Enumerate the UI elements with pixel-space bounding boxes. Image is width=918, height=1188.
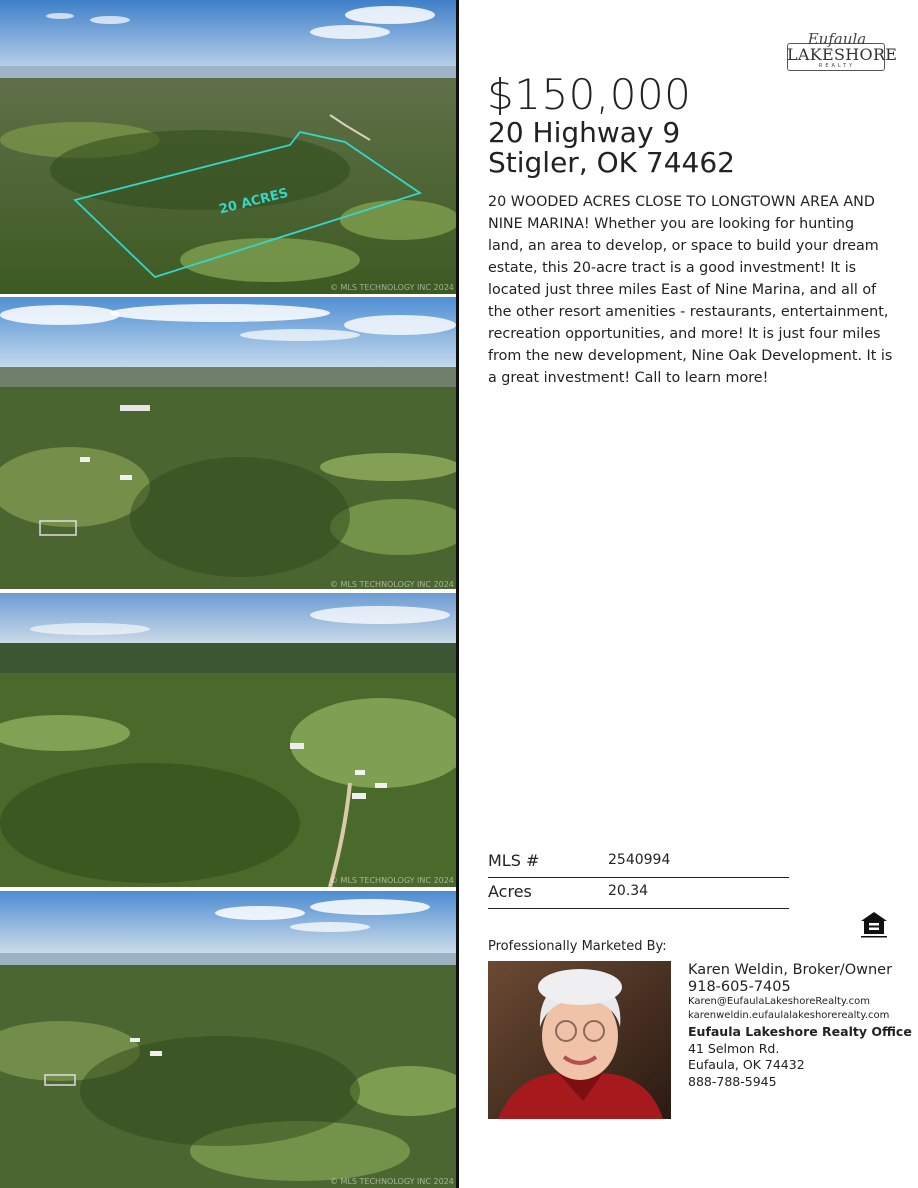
fact-value: 2540994 — [608, 852, 671, 868]
agent-email[interactable]: Karen@EufaulaLakeshoreRealty.com — [688, 996, 870, 1007]
aerial-photo-4 — [0, 891, 456, 1188]
listing-description: 20 WOODED ACRES CLOSE TO LONGTOWN AREA AND NINE MARINA! Whether you are looking for hunting land, an area to develop, or space to build your dream estate, this 20-acre tract is a good investment! It is located just three miles East of Nine Marina, and all of the other resort amenities - restaurants, entertainment, recreation opportunities, and more! It is just four miles from the new development, Nine Oak Development. It is a great investment! Call to learn more! — [488, 194, 893, 386]
fact-label: Acres — [488, 882, 532, 901]
photo-watermark: © MLS TECHNOLOGY INC 2024 — [330, 1177, 454, 1186]
aerial-photo-2 — [0, 297, 456, 589]
fact-row-mls — [488, 848, 789, 878]
logo-main-text: LAKESHORE — [787, 45, 898, 64]
logo-sub-text: REALTY — [818, 63, 856, 69]
office-city: Eufaula, OK 74432 — [688, 1057, 805, 1072]
column-divider — [456, 0, 459, 1188]
listing-facts — [488, 848, 789, 910]
photo-column — [0, 0, 456, 1188]
listing-price: $150,000 — [487, 70, 692, 119]
logo-script-text: Eufaula — [807, 30, 867, 48]
fact-row-acres — [488, 879, 789, 909]
brand-logo — [787, 30, 898, 74]
agent-name: Karen Weldin, Broker/Owner — [688, 962, 893, 978]
fact-label: MLS # — [488, 851, 540, 870]
aerial-photo-3 — [0, 593, 456, 887]
agent-contact — [688, 962, 912, 1090]
photo-watermark: © MLS TECHNOLOGY INC 2024 — [330, 876, 454, 885]
address-line-2: Stigler, OK 74462 — [488, 146, 735, 179]
office-phone[interactable]: 888-788-5945 — [688, 1073, 777, 1089]
acres-overlay-label: 20 ACRES — [217, 185, 290, 218]
agent-phone[interactable]: 918-605-7405 — [688, 978, 791, 995]
equal-housing-icon — [859, 910, 889, 940]
aerial-photo-1 — [0, 0, 456, 294]
office-street: 41 Selmon Rd. — [688, 1040, 780, 1056]
photo-watermark: © MLS TECHNOLOGY INC 2024 — [330, 283, 454, 292]
agent-avatar — [488, 961, 671, 1119]
address-line-1: 20 Highway 9 — [488, 116, 681, 149]
office-name: Eufaula Lakeshore Realty Office — [688, 1024, 912, 1039]
fact-value: 20.34 — [608, 883, 649, 899]
photo-watermark: © MLS TECHNOLOGY INC 2024 — [330, 580, 454, 589]
marketed-by-heading: Professionally Marketed By: — [488, 939, 667, 954]
agent-website[interactable]: karenweldin.eufaulalakeshorerealty.com — [688, 1010, 890, 1021]
